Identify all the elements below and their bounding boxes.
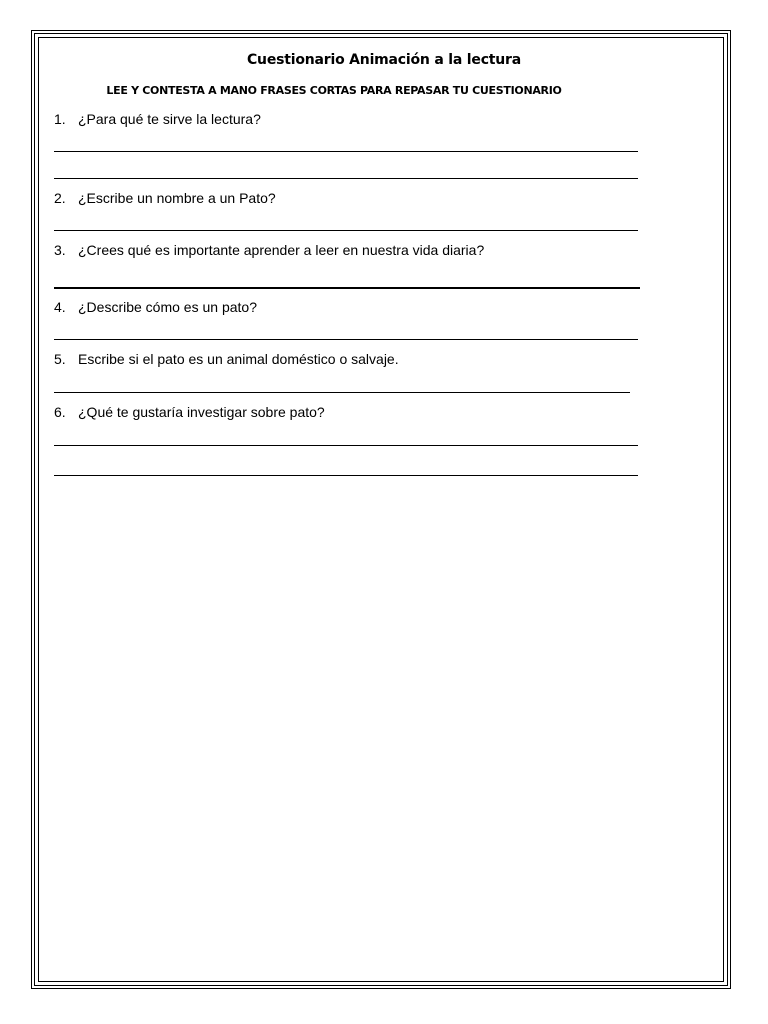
answer-line-5[interactable] (54, 392, 630, 393)
answer-line-2[interactable] (54, 230, 638, 231)
worksheet-instruction: LEE Y CONTESTA A MANO FRASES CORTAS PARA REPASAR TU CUESTIONARIO (106, 84, 562, 97)
question-text: Escribe si el pato es un animal doméstico o salvaje. (78, 351, 399, 367)
answer-line-3[interactable] (54, 287, 640, 289)
question-1 (54, 111, 261, 127)
answer-line-6a[interactable] (54, 445, 638, 446)
question-5 (54, 351, 399, 367)
question-number: 5. (54, 351, 66, 367)
answer-line-4[interactable] (54, 339, 638, 340)
answer-line-6b[interactable] (54, 475, 638, 476)
question-number: 2. (54, 190, 66, 206)
question-text: ¿Escribe un nombre a un Pato? (78, 190, 276, 206)
question-number: 1. (54, 111, 66, 127)
worksheet-title: Cuestionario Animación a la lectura (246, 52, 522, 68)
question-2 (54, 190, 276, 206)
question-text: ¿Crees qué es importante aprender a leer en nuestra vida diaria? (78, 242, 485, 258)
answer-line-1a[interactable] (54, 151, 638, 152)
question-number: 3. (54, 242, 66, 258)
question-text: ¿Para qué te sirve la lectura? (78, 111, 261, 127)
question-text: ¿Describe cómo es un pato? (78, 299, 257, 315)
question-number: 6. (54, 404, 66, 420)
question-3 (54, 242, 484, 258)
question-6 (54, 404, 325, 420)
page-border (31, 30, 731, 989)
question-number: 4. (54, 299, 66, 315)
question-4 (54, 299, 257, 315)
answer-line-1b[interactable] (54, 178, 638, 179)
question-text: ¿Qué te gustaría investigar sobre pato? (78, 404, 325, 420)
